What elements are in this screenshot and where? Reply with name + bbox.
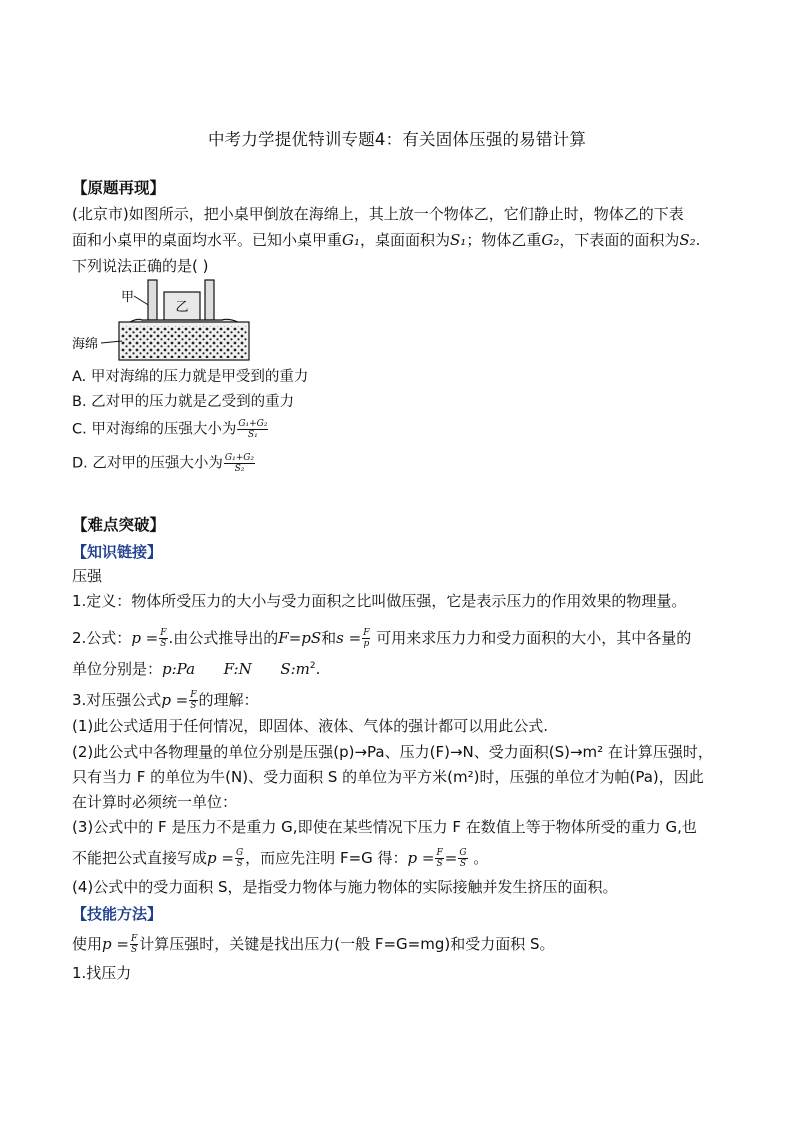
understanding-item-2-line-3: 在计算时必须统一单位： bbox=[72, 793, 238, 811]
question-line-1: (北京市)如图所示，把小桌甲倒放在海绵上，其上放一个物体乙，它们静止时，物体乙的下表 bbox=[72, 205, 684, 223]
var-g2: G₂ bbox=[541, 231, 560, 249]
var-s2: S₂ bbox=[679, 231, 696, 249]
pressure-heading: 压强 bbox=[72, 567, 103, 585]
fraction bbox=[189, 690, 197, 711]
denominator: S bbox=[436, 859, 443, 869]
formula-p-eq: p = bbox=[161, 691, 189, 709]
fraction bbox=[235, 848, 244, 869]
understanding-heading bbox=[72, 690, 732, 711]
label-yi: 乙 bbox=[175, 300, 189, 315]
section-difficult-points: 【难点突破】 bbox=[72, 515, 166, 534]
numerator: G bbox=[235, 848, 244, 858]
question-text: 面和小桌甲的桌面均水平。已知小桌甲重 bbox=[72, 231, 343, 249]
fraction bbox=[130, 934, 138, 955]
skill-lead: 使用 bbox=[72, 935, 103, 953]
fraction bbox=[458, 848, 467, 869]
document-title: 中考力学提优特训专题4：有关固体压强的易错计算 bbox=[207, 130, 587, 149]
question-line-2 bbox=[72, 230, 732, 250]
numerator: F bbox=[363, 628, 370, 638]
units-line bbox=[72, 656, 732, 679]
sponge-texture bbox=[121, 326, 247, 358]
fraction bbox=[362, 628, 370, 649]
skill-item-1: 1.找压力 bbox=[72, 964, 132, 982]
fraction bbox=[159, 628, 167, 649]
denominator: S bbox=[236, 859, 243, 869]
fraction bbox=[237, 419, 268, 440]
formula-line bbox=[72, 628, 732, 649]
superscript: 2 bbox=[309, 661, 316, 671]
label-sponge: 海绵 bbox=[72, 337, 99, 352]
denominator: S bbox=[131, 945, 138, 955]
option-d bbox=[72, 453, 732, 474]
question-text: ，桌面面积为 bbox=[360, 231, 451, 249]
question-text: . bbox=[695, 231, 701, 249]
table-leg-right bbox=[205, 280, 214, 320]
understanding-item-4: (4)公式中的受力面积 S，是指受力物体与施力物体的实际接触并发生挤压的面积。 bbox=[72, 878, 618, 896]
understanding-item-3-line-2: 不能把公式直接写成p = $\frac{G}{S}$ ，而应先注明 F=G 得：p = $\frac{F}{S}$ = $\frac{G}{S}$ 。 bbox=[72, 848, 489, 869]
formula-lead: 2.公式： bbox=[72, 629, 132, 647]
definition-line: 1.定义：物体所受压力的大小与受力面积之比叫做压强，它是表示压力的作用效果的物理量。 bbox=[72, 592, 687, 610]
table-sponge-figure bbox=[72, 278, 252, 364]
understanding-tail: 的理解： bbox=[198, 691, 259, 709]
unit-p: p:Pa bbox=[162, 660, 196, 678]
formula-p-eq: p = bbox=[407, 849, 435, 867]
fraction bbox=[435, 848, 443, 869]
formula-text: .由公式推导出的 bbox=[168, 629, 279, 647]
understanding-item-3-line-1: (3)公式中的 F 是压力不是重力 G,即使在某些情况下压力 F 在数值上等于物体所受的重力 G,也 bbox=[72, 818, 697, 836]
denominator: S bbox=[160, 639, 167, 649]
option-c-text: C. 甲对海绵的压强大小为 bbox=[72, 421, 237, 438]
formula-s-eq: s = bbox=[336, 629, 362, 647]
numerator: G₁+G₂ bbox=[238, 419, 268, 429]
denominator: S₁ bbox=[248, 430, 258, 440]
option-d-text: D. 乙对甲的压强大小为 bbox=[72, 455, 223, 472]
item3-text: 。 bbox=[473, 849, 489, 867]
knowledge-link-heading: 【知识链接】 bbox=[72, 543, 163, 561]
table-leg-left bbox=[148, 280, 157, 320]
item3-text: 不能把公式直接写成 bbox=[72, 849, 208, 867]
unit-f: F:N bbox=[223, 660, 252, 678]
numerator: F bbox=[190, 690, 197, 700]
var-s1: S₁ bbox=[450, 231, 467, 249]
fraction bbox=[224, 453, 255, 474]
understanding-item-2-line-1: (2)此公式中各物理量的单位分别是压强(p)→Pa、压力(F)→N、受力面积(S)→m² 在计算压强时， bbox=[72, 743, 713, 761]
question-line-3: 下列说法正确的是( ) bbox=[72, 257, 209, 275]
numerator: F bbox=[160, 628, 167, 638]
units-lead: 单位分别是： bbox=[72, 660, 163, 678]
units-end: . bbox=[315, 660, 321, 678]
understanding-item-2-line-2: 只有当力 F 的单位为牛(N)、受力面积 S 的单位为平方米(m²)时，压强的单位才为帕(Pa)，因此 bbox=[72, 768, 704, 786]
formula-p-eq: p = bbox=[131, 629, 159, 647]
skill-line bbox=[72, 934, 732, 955]
formula-text: 可用来求压力力和受力面积的大小，其中各量的 bbox=[371, 629, 692, 647]
var-g1: G₁ bbox=[342, 231, 361, 249]
formula-text: 和 bbox=[321, 629, 337, 647]
formula-fps: F=pS bbox=[278, 629, 322, 647]
numerator: G₁+G₂ bbox=[224, 453, 255, 463]
understanding-lead: 3.对压强公式 bbox=[72, 691, 162, 709]
skill-tail: 计算压强时，关键是找出压力(一般 F=G=mg)和受力面积 S。 bbox=[139, 935, 555, 953]
formula-p-eq: p = bbox=[207, 849, 234, 867]
numerator: F bbox=[130, 934, 138, 944]
denominator: S bbox=[459, 859, 466, 869]
section-original-problem: 【原题再现】 bbox=[72, 178, 166, 197]
question-text: ，下表面的面积为 bbox=[559, 231, 680, 249]
formula-p-eq: p = bbox=[102, 935, 129, 953]
question-text: ；物体乙重 bbox=[466, 231, 542, 249]
unit-s: S:m bbox=[280, 660, 310, 678]
numerator: F bbox=[436, 848, 443, 858]
numerator: G bbox=[459, 848, 467, 858]
item3-text: ，而应先注明 F=G 得： bbox=[245, 849, 408, 867]
denominator: p bbox=[363, 639, 370, 649]
denominator: S₂ bbox=[234, 464, 245, 474]
skill-method-heading: 【技能方法】 bbox=[72, 905, 163, 923]
denominator: S bbox=[190, 701, 197, 711]
label-jia: 甲 bbox=[121, 290, 135, 305]
understanding-item-1: (1)此公式适用于任何情况，即固体、液体、气体的强计都可以用此公式. bbox=[72, 717, 549, 735]
option-a: A. 甲对海绵的压力就是甲受到的重力 bbox=[72, 369, 309, 385]
option-c bbox=[72, 419, 732, 440]
option-b: B. 乙对甲的压力就是乙受到的重力 bbox=[72, 394, 295, 410]
